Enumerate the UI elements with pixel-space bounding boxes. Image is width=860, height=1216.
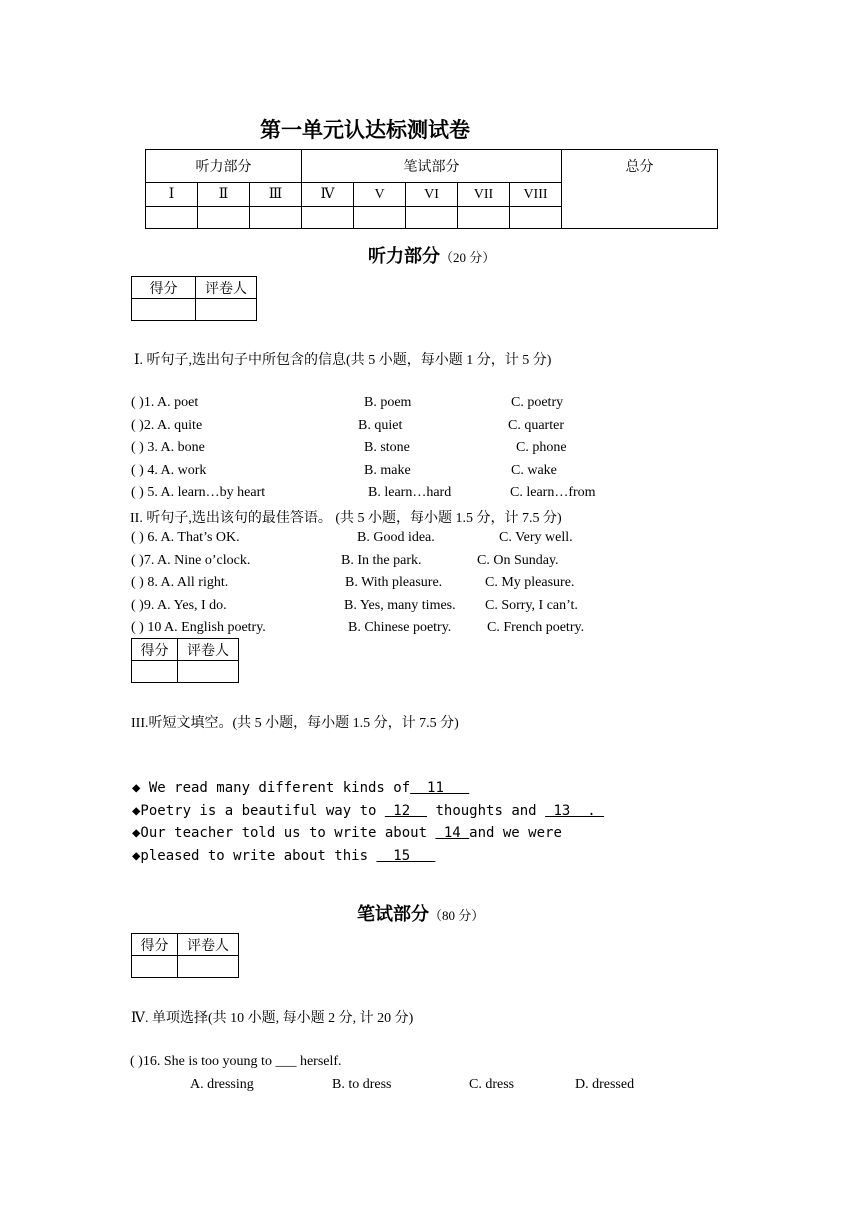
col-header: V bbox=[354, 183, 406, 207]
answer-option: B. make bbox=[364, 462, 411, 478]
score-cell[interactable] bbox=[198, 207, 250, 229]
answer-option: C. learn…from bbox=[510, 485, 596, 500]
answer-option: C. My pleasure. bbox=[485, 575, 575, 590]
score-cell[interactable] bbox=[406, 207, 458, 229]
answer-option: B. Yes, many times. bbox=[344, 597, 456, 613]
cloze-blank[interactable]: 15 bbox=[376, 847, 436, 864]
score-cell[interactable] bbox=[132, 661, 178, 683]
section3-heading: III.听短文填空。(共 5 小题，每小题 1.5 分，计 7.5 分) bbox=[131, 716, 459, 731]
answer-option: C. quarter bbox=[508, 417, 564, 433]
col-header: Ⅰ bbox=[146, 183, 198, 207]
cloze-blank[interactable]: 14 bbox=[435, 825, 470, 841]
score-cell[interactable] bbox=[354, 207, 406, 229]
grader-box: 得分 评卷人 bbox=[131, 933, 239, 978]
answer-option: C. Very well. bbox=[499, 530, 573, 545]
answer-option: B. poem bbox=[364, 395, 412, 410]
question-stem: ( ) 5. A. learn…by heart bbox=[131, 485, 266, 500]
cloze-blank[interactable]: 11 bbox=[410, 780, 470, 796]
cloze-text: ◆Poetry is a beautiful way to bbox=[132, 802, 385, 819]
listening-heading: 听力部分（20 分） bbox=[368, 246, 496, 266]
writing-heading: 笔试部分（80 分） bbox=[357, 904, 485, 924]
answer-option: B. stone bbox=[364, 440, 410, 455]
cloze-line bbox=[132, 848, 435, 864]
question-stem: ( ) 3. A. bone bbox=[131, 440, 205, 455]
question-stem: ( )1. A. poet bbox=[131, 395, 199, 410]
grader-cell[interactable] bbox=[178, 661, 239, 683]
question-stem: ( )7. A. Nine o’clock. bbox=[131, 552, 251, 568]
answer-option: C. wake bbox=[511, 462, 557, 478]
answer-option: C. poetry bbox=[511, 395, 564, 410]
page-title: 第一单元认达标测试卷 bbox=[260, 118, 470, 142]
score-cell[interactable] bbox=[132, 956, 178, 978]
question-stem: ( )9. A. Yes, I do. bbox=[131, 597, 227, 613]
question-stem: ( ) 8. A. All right. bbox=[131, 575, 229, 590]
col-header: Ⅱ bbox=[198, 183, 250, 207]
cloze-text: thoughts and bbox=[427, 802, 546, 819]
answer-option: C. On Sunday. bbox=[477, 552, 559, 568]
answer-option: B. learn…hard bbox=[368, 485, 452, 500]
score-cell[interactable] bbox=[302, 207, 354, 229]
option-b: B. to dress bbox=[332, 1077, 392, 1092]
cloze-text: ◆Our teacher told us to write about bbox=[132, 825, 436, 841]
cloze-line bbox=[132, 825, 562, 841]
cloze-blank[interactable]: 13 . bbox=[545, 802, 605, 819]
cloze-text: ◆ We read many different kinds of bbox=[132, 780, 411, 796]
answer-option: B. Good idea. bbox=[357, 530, 435, 545]
col-header: Ⅳ bbox=[302, 183, 354, 207]
score-cell[interactable] bbox=[146, 207, 198, 229]
col-header: VI bbox=[406, 183, 458, 207]
col-header: Ⅲ bbox=[250, 183, 302, 207]
answer-option: B. Chinese poetry. bbox=[348, 620, 452, 635]
answer-option: C. French poetry. bbox=[487, 620, 585, 635]
option-d: D. dressed bbox=[575, 1077, 635, 1092]
score-cell[interactable] bbox=[510, 207, 562, 229]
option-c: C. dress bbox=[469, 1077, 515, 1092]
answer-option: B. In the park. bbox=[341, 552, 422, 568]
cloze-line bbox=[132, 780, 469, 796]
score-cell[interactable] bbox=[250, 207, 302, 229]
cloze-text: ◆pleased to write about this bbox=[132, 847, 377, 864]
section1-heading: Ⅰ. 听句子,选出句子中所包含的信息(共 5 小题，每小题 1 分，计 5 分) bbox=[134, 353, 552, 368]
question-16: ( )16. She is too young to ___ herself. bbox=[130, 1054, 342, 1069]
grader-box: 得分 评卷人 bbox=[131, 276, 257, 321]
section4-heading: Ⅳ. 单项选择(共 10 小题, 每小题 2 分, 计 20 分) bbox=[131, 1011, 414, 1026]
section2-heading: II. 听句子,选出该句的最佳答语。 (共 5 小题，每小题 1.5 分，计 7.5 分) bbox=[130, 511, 562, 526]
score-table bbox=[145, 149, 718, 229]
score-cell[interactable] bbox=[458, 207, 510, 229]
answer-option: B. quiet bbox=[358, 417, 403, 433]
writing-header: 笔试部分 bbox=[302, 150, 562, 183]
grader-cell[interactable] bbox=[196, 299, 257, 321]
cloze-line bbox=[132, 803, 604, 819]
col-header: VIII bbox=[510, 183, 562, 207]
question-stem: ( )2. A. quite bbox=[131, 417, 203, 433]
score-cell[interactable] bbox=[132, 299, 196, 321]
grader-cell[interactable] bbox=[178, 956, 239, 978]
option-a: A. dressing bbox=[190, 1077, 254, 1092]
question-stem: ( ) 6. A. That’s OK. bbox=[131, 530, 240, 545]
question-stem: ( ) 10 A. English poetry. bbox=[131, 620, 266, 635]
question-stem: ( ) 4. A. work bbox=[131, 462, 207, 478]
answer-option: C. Sorry, I can’t. bbox=[485, 597, 578, 613]
col-header: VII bbox=[458, 183, 510, 207]
cloze-blank[interactable]: 12 bbox=[384, 802, 428, 819]
answer-option: C. phone bbox=[516, 440, 567, 455]
total-header: 总分 bbox=[562, 150, 718, 229]
answer-option: B. With pleasure. bbox=[345, 575, 443, 590]
cloze-text: and we were bbox=[469, 825, 562, 841]
grader-box: 得分 评卷人 bbox=[131, 638, 239, 683]
listening-header: 听力部分 bbox=[146, 150, 302, 183]
